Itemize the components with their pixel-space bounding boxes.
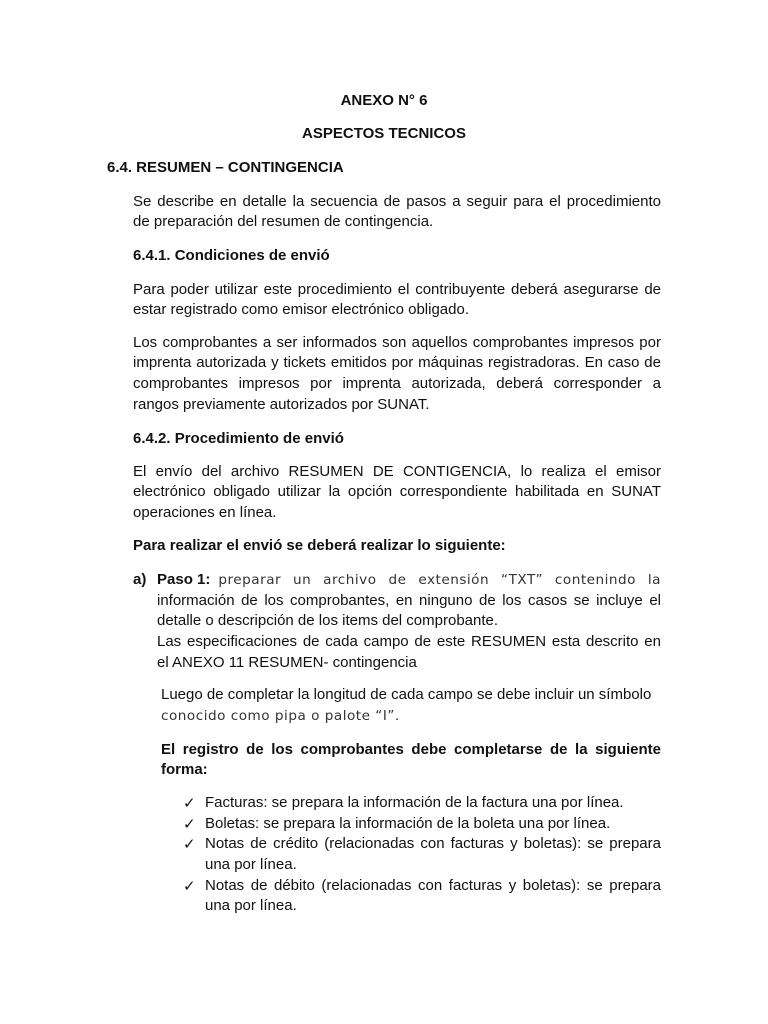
conditions-p2-line-3: comprobantes impresos por imprenta autorizada, deberá corresponder a (133, 375, 661, 392)
procedure-lead: Para realizar el envió se deberá realizar lo siguiente: (133, 537, 506, 554)
procedure-p1-line-2: electrónico obligado utilizar la opción correspondiente habilitada en SUNAT (133, 483, 661, 500)
registro-line-1: El registro de los comprobantes debe completarse de la siguiente (161, 741, 661, 758)
step-a-first-rest: preparar un archivo de extensión “TXT” contenindo la (218, 572, 661, 588)
symbol-note-line-2: conocido como pipa o palote “I”. (161, 708, 400, 724)
step-a-line-4: Las especificaciones de cada campo de este RESUMEN esta descrito en (157, 633, 661, 650)
procedure-p1-line-1: El envío del archivo RESUMEN DE CONTIGENCIA, lo realiza el emisor (133, 463, 661, 480)
procedure-p1-line-3: operaciones en línea. (133, 504, 277, 521)
checklist-item-notas-credito-line-1: Notas de crédito (relacionadas con facturas y boletas): se prepara (205, 835, 661, 852)
check-icon: ✓ (183, 835, 196, 853)
registro-line-2: forma: (161, 761, 208, 778)
checklist-item-notas-debito-line-2: una por línea. (205, 897, 297, 914)
checklist-item-notas-debito-line-1: Notas de débito (relacionadas con facturas y boletas): se prepara (205, 877, 661, 894)
step-a-marker: a) (133, 571, 147, 588)
conditions-p1-line-1: Para poder utilizar este procedimiento el contribuyente deberá asegurarse de (133, 281, 661, 298)
checklist-item-notas-credito-line-2: una por línea. (205, 856, 297, 873)
step-a-line-2: información de los comprobantes, en ninguno de los casos se incluye el (157, 592, 661, 609)
intro-line-1: Se describe en detalle la secuencia de pasos a seguir para el procedimiento (133, 193, 661, 210)
conditions-p1-line-2: estar registrado como emisor electrónico obligado. (133, 301, 469, 318)
check-icon: ✓ (183, 815, 196, 833)
conditions-p2-line-4: rangos previamente autorizados por SUNAT. (133, 396, 430, 413)
section-heading: 6.4. RESUMEN – CONTINGENCIA (107, 159, 344, 176)
subsection-heading-conditions: 6.4.1. Condiciones de envió (133, 247, 330, 264)
check-icon: ✓ (183, 877, 196, 895)
document-title: ASPECTOS TECNICOS (302, 125, 466, 142)
subsection-heading-procedure: 6.4.2. Procedimiento de envió (133, 430, 344, 447)
checklist-item-boletas: Boletas: se prepara la información de la boleta una por línea. (205, 815, 611, 832)
symbol-note-line-1: Luego de completar la longitud de cada campo se debe incluir un símbolo (161, 686, 652, 703)
annex-number: ANEXO N° 6 (340, 92, 428, 109)
conditions-p2-line-1: Los comprobantes a ser informados son aquellos comprobantes impresos por (133, 334, 661, 351)
step-a-line-3: detalle o descripción de los items del comprobante. (157, 612, 499, 629)
step-a-label: Paso 1: (157, 571, 211, 588)
intro-line-2: de preparación del resumen de contingencia. (133, 213, 434, 230)
conditions-p2-line-2: imprenta autorizada y tickets emitidos por máquinas registradoras. En caso de (133, 354, 661, 371)
checklist-item-facturas: Facturas: se prepara la información de la factura una por línea. (205, 794, 624, 811)
check-icon: ✓ (183, 794, 196, 812)
step-a-first-line (157, 571, 661, 589)
step-a-line-5: el ANEXO 11 RESUMEN- contingencia (157, 654, 417, 671)
